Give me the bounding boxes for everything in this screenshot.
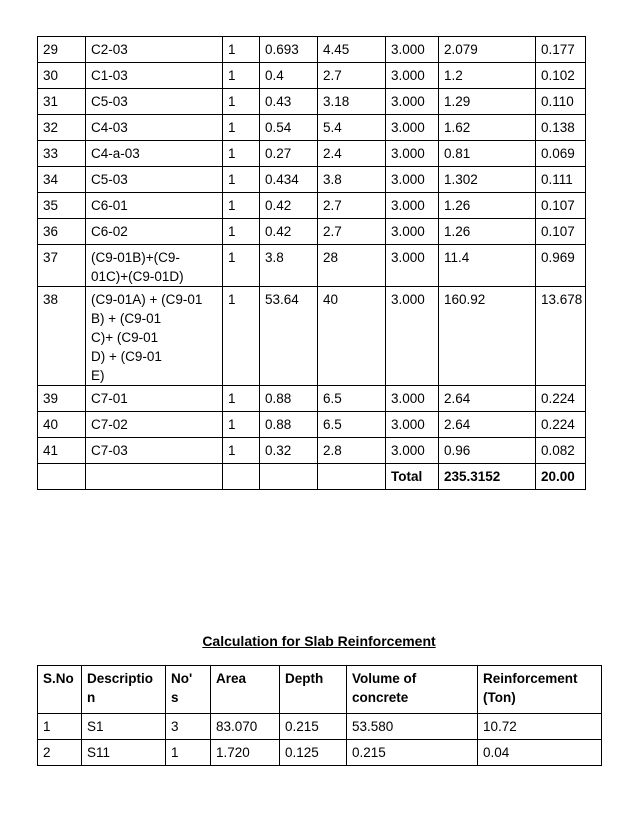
reinforcement-cell: 0.069	[536, 141, 586, 167]
description-cell: C7-03	[86, 438, 223, 464]
factor-cell: 3.000	[386, 412, 439, 438]
count-cell: 1	[223, 141, 260, 167]
count-cell: 1	[223, 63, 260, 89]
total-row	[38, 464, 586, 490]
volume-cell: 0.215	[347, 740, 478, 766]
factor-cell: 3.000	[386, 287, 439, 386]
reinforcement-cell: 0.177	[536, 37, 586, 63]
empty-cell	[38, 464, 86, 490]
description-cell: C4-a-03	[86, 141, 223, 167]
weight-cell: 0.96	[439, 438, 536, 464]
volume-cell: 53.580	[347, 714, 478, 740]
sno-cell: 34	[38, 167, 86, 193]
factor-cell: 3.000	[386, 438, 439, 464]
area-cell: 0.54	[260, 115, 318, 141]
weight-cell: 1.302	[439, 167, 536, 193]
table-row	[38, 287, 586, 386]
weight-cell: 11.4	[439, 245, 536, 287]
factor-cell: 3.000	[386, 219, 439, 245]
factor-cell: 3.000	[386, 115, 439, 141]
sno-cell: 35	[38, 193, 86, 219]
factor-cell: 3.000	[386, 141, 439, 167]
sno-cell: 33	[38, 141, 86, 167]
area-cell: 0.88	[260, 386, 318, 412]
slab-reinforcement-table	[37, 665, 602, 766]
table-row	[38, 141, 586, 167]
count-cell: 1	[223, 245, 260, 287]
sno-cell: 30	[38, 63, 86, 89]
table-row	[38, 193, 586, 219]
area-cell: 3.8	[260, 245, 318, 287]
area-cell: 0.4	[260, 63, 318, 89]
reinforcement-cell: 0.082	[536, 438, 586, 464]
area-cell: 0.27	[260, 141, 318, 167]
sno-cell: 37	[38, 245, 86, 287]
sno-cell: 32	[38, 115, 86, 141]
length-cell: 40	[318, 287, 386, 386]
length-cell: 6.5	[318, 386, 386, 412]
weight-cell: 1.62	[439, 115, 536, 141]
total-reinforcement: 20.00	[536, 464, 586, 490]
table-row	[38, 412, 586, 438]
length-cell: 2.7	[318, 219, 386, 245]
reinforcement-cell: 0.04	[478, 740, 602, 766]
area-cell: 0.88	[260, 412, 318, 438]
count-cell: 1	[223, 193, 260, 219]
factor-cell: 3.000	[386, 193, 439, 219]
description-cell: C5-03	[86, 89, 223, 115]
column-reinforcement-table	[37, 36, 586, 490]
factor-cell: 3.000	[386, 245, 439, 287]
length-cell: 2.8	[318, 438, 386, 464]
area-cell: 0.32	[260, 438, 318, 464]
table-row	[38, 89, 586, 115]
reinforcement-cell: 0.224	[536, 386, 586, 412]
sno-cell: 40	[38, 412, 86, 438]
table-row	[38, 245, 586, 287]
length-cell: 2.4	[318, 141, 386, 167]
table-row	[38, 438, 586, 464]
factor-cell: 3.000	[386, 386, 439, 412]
weight-cell: 1.26	[439, 193, 536, 219]
factor-cell: 3.000	[386, 63, 439, 89]
header-sno: S.No	[38, 666, 82, 714]
description-cell: S1	[82, 714, 166, 740]
empty-cell	[260, 464, 318, 490]
description-cell: C7-01	[86, 386, 223, 412]
count-cell: 1	[223, 37, 260, 63]
area-cell: 53.64	[260, 287, 318, 386]
header-depth: Depth	[280, 666, 347, 714]
area-cell: 0.42	[260, 219, 318, 245]
factor-cell: 3.000	[386, 89, 439, 115]
table-row	[38, 386, 586, 412]
table-row	[38, 714, 602, 740]
weight-cell: 2.64	[439, 412, 536, 438]
weight-cell: 1.2	[439, 63, 536, 89]
length-cell: 4.45	[318, 37, 386, 63]
factor-cell: 3.000	[386, 167, 439, 193]
count-cell: 1	[223, 167, 260, 193]
count-cell: 1	[223, 412, 260, 438]
description-cell: C7-02	[86, 412, 223, 438]
description-cell: S11	[82, 740, 166, 766]
header-reinforcement: Reinforcement (Ton)	[478, 666, 602, 714]
reinforcement-cell: 0.969	[536, 245, 586, 287]
area-cell: 1.720	[211, 740, 280, 766]
reinforcement-cell: 0.138	[536, 115, 586, 141]
area-cell: 0.43	[260, 89, 318, 115]
count-cell: 3	[166, 714, 211, 740]
weight-cell: 0.81	[439, 141, 536, 167]
header-area: Area	[211, 666, 280, 714]
weight-cell: 160.92	[439, 287, 536, 386]
table-header-row	[38, 666, 602, 714]
reinforcement-cell: 0.224	[536, 412, 586, 438]
reinforcement-cell: 0.102	[536, 63, 586, 89]
count-cell: 1	[223, 438, 260, 464]
slab-section-title: Calculation for Slab Reinforcement	[202, 633, 436, 649]
table-row	[38, 219, 586, 245]
reinforcement-cell: 13.678	[536, 287, 586, 386]
depth-cell: 0.125	[280, 740, 347, 766]
length-cell: 2.7	[318, 193, 386, 219]
factor-cell: 3.000	[386, 37, 439, 63]
description-cell: (C9-01B)+(C9- 01C)+(C9-01D)	[86, 245, 223, 287]
total-value: 235.3152	[439, 464, 536, 490]
reinforcement-cell: 0.111	[536, 167, 586, 193]
empty-cell	[318, 464, 386, 490]
count-cell: 1	[166, 740, 211, 766]
count-cell: 1	[223, 89, 260, 115]
header-description: Descriptio n	[82, 666, 166, 714]
weight-cell: 2.64	[439, 386, 536, 412]
area-cell: 0.42	[260, 193, 318, 219]
area-cell: 0.693	[260, 37, 318, 63]
header-volume: Volume of concrete	[347, 666, 478, 714]
length-cell: 3.18	[318, 89, 386, 115]
depth-cell: 0.215	[280, 714, 347, 740]
weight-cell: 2.079	[439, 37, 536, 63]
length-cell: 5.4	[318, 115, 386, 141]
description-cell: C6-01	[86, 193, 223, 219]
reinforcement-cell: 0.107	[536, 193, 586, 219]
description-cell: C2-03	[86, 37, 223, 63]
description-cell: (C9-01A) + (C9-01 B) + (C9-01 C)+ (C9-01 D) + (C9-01 E)	[86, 287, 223, 386]
total-label: Total	[386, 464, 439, 490]
description-cell: C5-03	[86, 167, 223, 193]
area-cell: 83.070	[211, 714, 280, 740]
length-cell: 2.7	[318, 63, 386, 89]
sno-cell: 31	[38, 89, 86, 115]
reinforcement-cell: 10.72	[478, 714, 602, 740]
description-cell: C6-02	[86, 219, 223, 245]
sno-cell: 36	[38, 219, 86, 245]
length-cell: 28	[318, 245, 386, 287]
weight-cell: 1.29	[439, 89, 536, 115]
header-count: No' s	[166, 666, 211, 714]
area-cell: 0.434	[260, 167, 318, 193]
table-row	[38, 740, 602, 766]
table-row	[38, 115, 586, 141]
empty-cell	[86, 464, 223, 490]
count-cell: 1	[223, 219, 260, 245]
table-row	[38, 37, 586, 63]
count-cell: 1	[223, 287, 260, 386]
reinforcement-cell: 0.110	[536, 89, 586, 115]
count-cell: 1	[223, 115, 260, 141]
description-cell: C1-03	[86, 63, 223, 89]
weight-cell: 1.26	[439, 219, 536, 245]
empty-cell	[223, 464, 260, 490]
sno-cell: 38	[38, 287, 86, 386]
sno-cell: 41	[38, 438, 86, 464]
reinforcement-cell: 0.107	[536, 219, 586, 245]
sno-cell: 29	[38, 37, 86, 63]
table-row	[38, 63, 586, 89]
sno-cell: 1	[38, 714, 82, 740]
table-row	[38, 167, 586, 193]
length-cell: 3.8	[318, 167, 386, 193]
description-cell: C4-03	[86, 115, 223, 141]
sno-cell: 2	[38, 740, 82, 766]
sno-cell: 39	[38, 386, 86, 412]
length-cell: 6.5	[318, 412, 386, 438]
count-cell: 1	[223, 386, 260, 412]
